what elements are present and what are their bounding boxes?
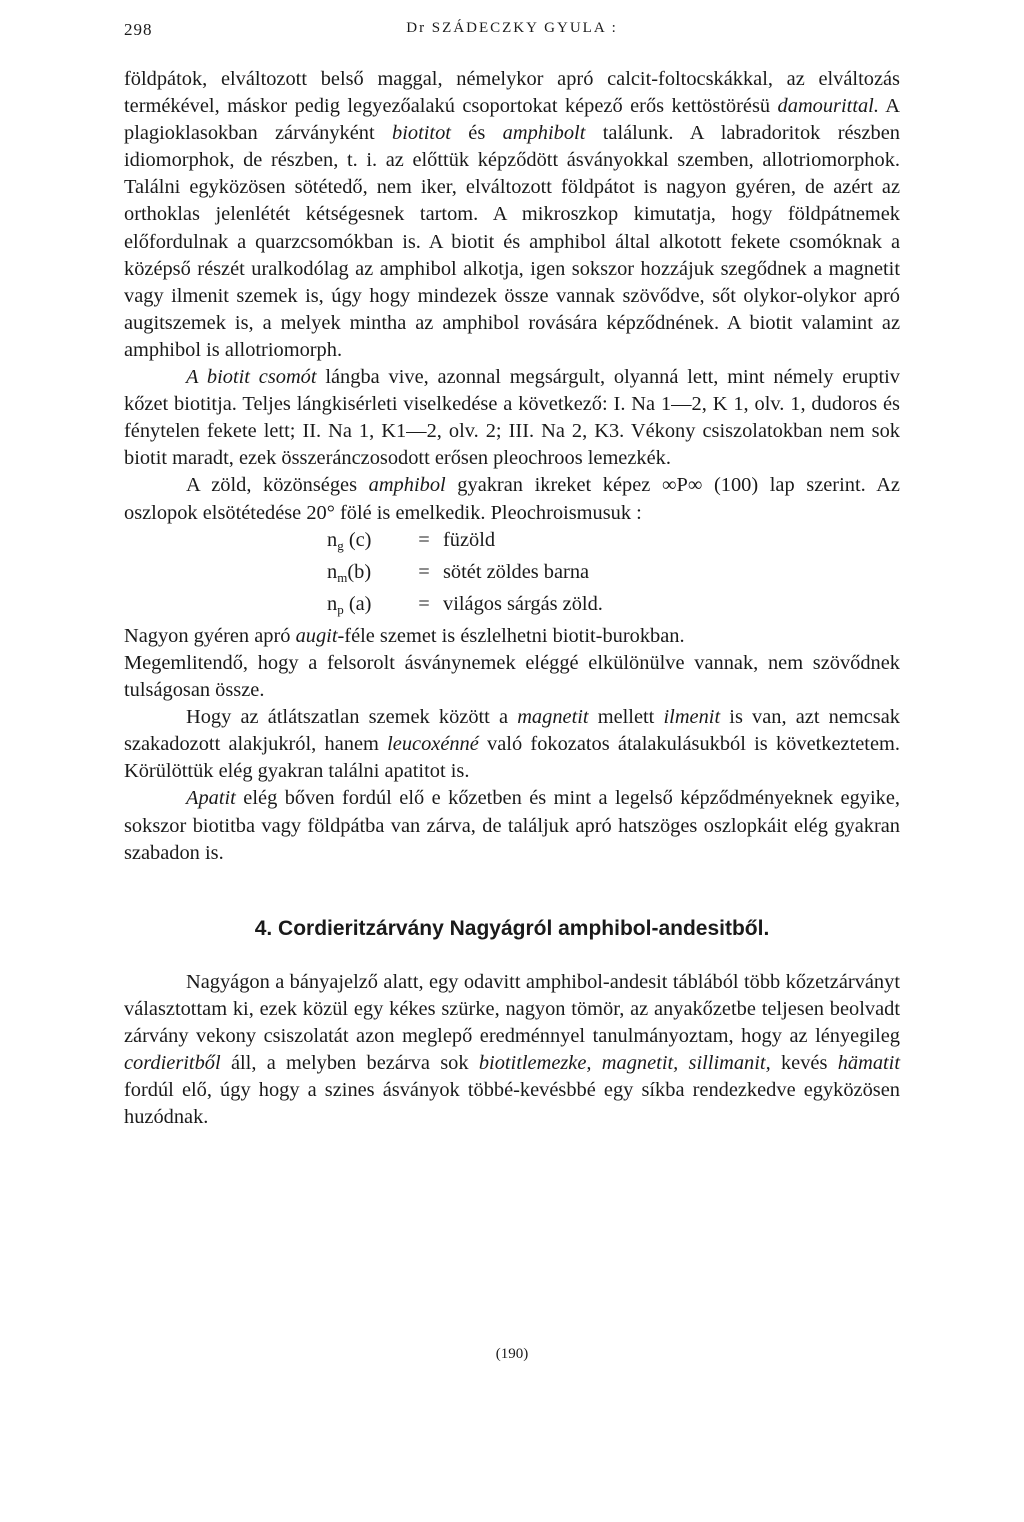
pleochroism-formula bbox=[124, 527, 900, 623]
italic-term: magnetit bbox=[517, 706, 589, 729]
paragraph-3 bbox=[124, 472, 900, 526]
color-value: világos sárgás zöld. bbox=[443, 592, 603, 615]
text-run: A zöld, közönséges bbox=[186, 474, 369, 497]
paragraph-7 bbox=[124, 785, 900, 866]
index-symbol: n bbox=[327, 560, 338, 583]
paragraph-6 bbox=[124, 704, 900, 785]
paragraph-5: Megemlitendő, hogy a felsorolt ásványnemek eléggé elkülönülve vannak, nem szövődnek tulságosan össze. bbox=[124, 651, 900, 702]
text-run: mellett bbox=[588, 706, 664, 729]
index-symbol: n bbox=[327, 592, 338, 615]
axis-label: (b) bbox=[347, 560, 372, 583]
index-subscript: g bbox=[337, 537, 344, 553]
index-symbol: n bbox=[327, 528, 338, 551]
italic-term: biotitlemezke, magnetit, sillimanit, bbox=[478, 1052, 771, 1074]
text-run: is van, azt nemcsak szakadozott alakjukról, hanem bbox=[124, 706, 900, 756]
axis-label: (a) bbox=[348, 592, 372, 615]
formula-row bbox=[124, 591, 900, 623]
text-run: fordúl elő, úgy hogy a szines ásványok többé-kevésbbé egy síkba rendezkedve egyközösen huzódnak. bbox=[124, 1079, 900, 1129]
paragraph-1 bbox=[124, 66, 900, 364]
color-value: sötét zöldes barna bbox=[443, 560, 590, 583]
text-run: A plagioklasokban zárványként bbox=[124, 95, 901, 145]
text-run: lángba vive, azonnal megsárgult, olyanná lett, mint némely eruptiv kőzet biotitja. Teljes lángkisérleti viselkedése a következő: I. Na 1—2, K 1, olv. 1, dudoros és fénytelen fekete lett; II. Na 1, K1—2, olv. 2; III. Na 2, K3. Vékony csiszolatokban nem sok biotit maradt, ezek összeránczosodott erősen pleochroos lemezkék. bbox=[124, 366, 900, 470]
italic-term: ilmenit bbox=[663, 706, 721, 729]
page-header bbox=[124, 20, 900, 46]
axis-label: (c) bbox=[348, 528, 372, 551]
italic-term: A biotit csomót bbox=[186, 366, 317, 389]
text-run: Nagyon gyéren apró bbox=[124, 624, 296, 647]
italic-term: augit bbox=[295, 624, 338, 647]
index-subscript: m bbox=[337, 569, 348, 585]
text-run: Nagyágon a bányajelző alatt, egy odavitt amphibol-andesit táblából több kőzetzárványt választottam ki, ezek közül egy kékes szürke, nagyon tömör, az anyakőzetbe teljesen beolvadt zárvány vekony csiszolatát azon meglepő eredménnyel tanulmányoztam, hogy az lényegileg bbox=[124, 970, 900, 1047]
italic-term: hämatit bbox=[837, 1052, 901, 1074]
text-run: és bbox=[450, 122, 503, 145]
paragraph-4 bbox=[124, 623, 900, 650]
color-value: füzöld bbox=[443, 528, 496, 551]
equals-sign: = bbox=[418, 528, 430, 551]
text-run: gyakran ikreket képez ∞P∞ (100) lap szerint. Az oszlopok elsötétedése 20° fölé is emelkedik. Pleochroismusuk : bbox=[124, 474, 900, 524]
page-number: 298 bbox=[124, 20, 153, 39]
text-run: -féle szemet is észlelhetni biotit-burokban. bbox=[337, 624, 685, 647]
page-footer-number: (190) bbox=[495, 1346, 529, 1362]
index-subscript: p bbox=[337, 601, 344, 617]
equals-sign: = bbox=[418, 560, 430, 583]
paragraph-8 bbox=[124, 969, 900, 1132]
text-run: elég bőven fordúl elő e kőzetben és mint a legelső képződményeknek egyike, sokszor biotitba vagy földpátba van zárva, de találjuk apró hatszöges oszlopkáit elég gyakran szabadon is. bbox=[124, 787, 900, 864]
body-text bbox=[124, 66, 900, 1131]
italic-term: leucoxénné bbox=[387, 733, 479, 756]
text-run: való fokozatos átalakulásukból is következtetem. Körülöttük elég gyakran találni apatitot is. bbox=[124, 733, 900, 783]
italic-term: amphibolt bbox=[502, 122, 586, 145]
italic-term: damourittal. bbox=[777, 95, 879, 118]
running-title: Dr SZÁDECZKY GYULA : bbox=[406, 20, 618, 36]
formula-row bbox=[124, 527, 900, 559]
equals-sign: = bbox=[418, 592, 430, 615]
formula-row bbox=[124, 559, 900, 591]
text-run: Hogy az átlátszatlan szemek között a bbox=[186, 706, 518, 729]
section-heading: 4. Cordieritzárvány Nagyágról amphibol-andesitből. bbox=[254, 916, 770, 940]
italic-term: biotitot bbox=[392, 122, 451, 145]
text-run: kevés bbox=[770, 1052, 838, 1074]
paragraph-2 bbox=[124, 364, 900, 472]
text-run: találunk. A labradoritok részben idiomorphok, de részben, t. i. az előttük képződött ásványokkal szemben, allotriomorphok. Találni egyközösen sötétedő, nem iker, elváltozott földpátot is nagyon gyéren, de azért az orthoklas jelenlétét kétségesnek tartom. A mikroszkop kimutatja, hogy földpátnemek előfordulnak a quarzcsomókban is. A biotit és amphibol által alkotott fekete csomóknak a középső részét uralkodólag az amphibol alkotja, igen sokszor hozzájuk szegődnek a magnetit vagy ilmenit szemek is, úgy hogy mindezek össze vannak szövődve, sőt olykor-olykor apró augitszemek is, a melyek mintha az amphibol rovására képződnének. A biotit valamint az amphibol is allotriomorph. bbox=[124, 122, 900, 361]
italic-term: cordieritből bbox=[124, 1052, 221, 1074]
text-run: földpátok, elváltozott belső maggal, némelykor apró calcit-foltocskákkal, az elváltozás termékével, máskor pedig legyezőalakú csoportokat képező erős kettöstörésü bbox=[124, 68, 900, 118]
italic-term: Apatit bbox=[186, 787, 236, 810]
text-run: áll, a melyben bezárva sok bbox=[220, 1052, 479, 1074]
italic-term: amphibol bbox=[368, 474, 446, 497]
